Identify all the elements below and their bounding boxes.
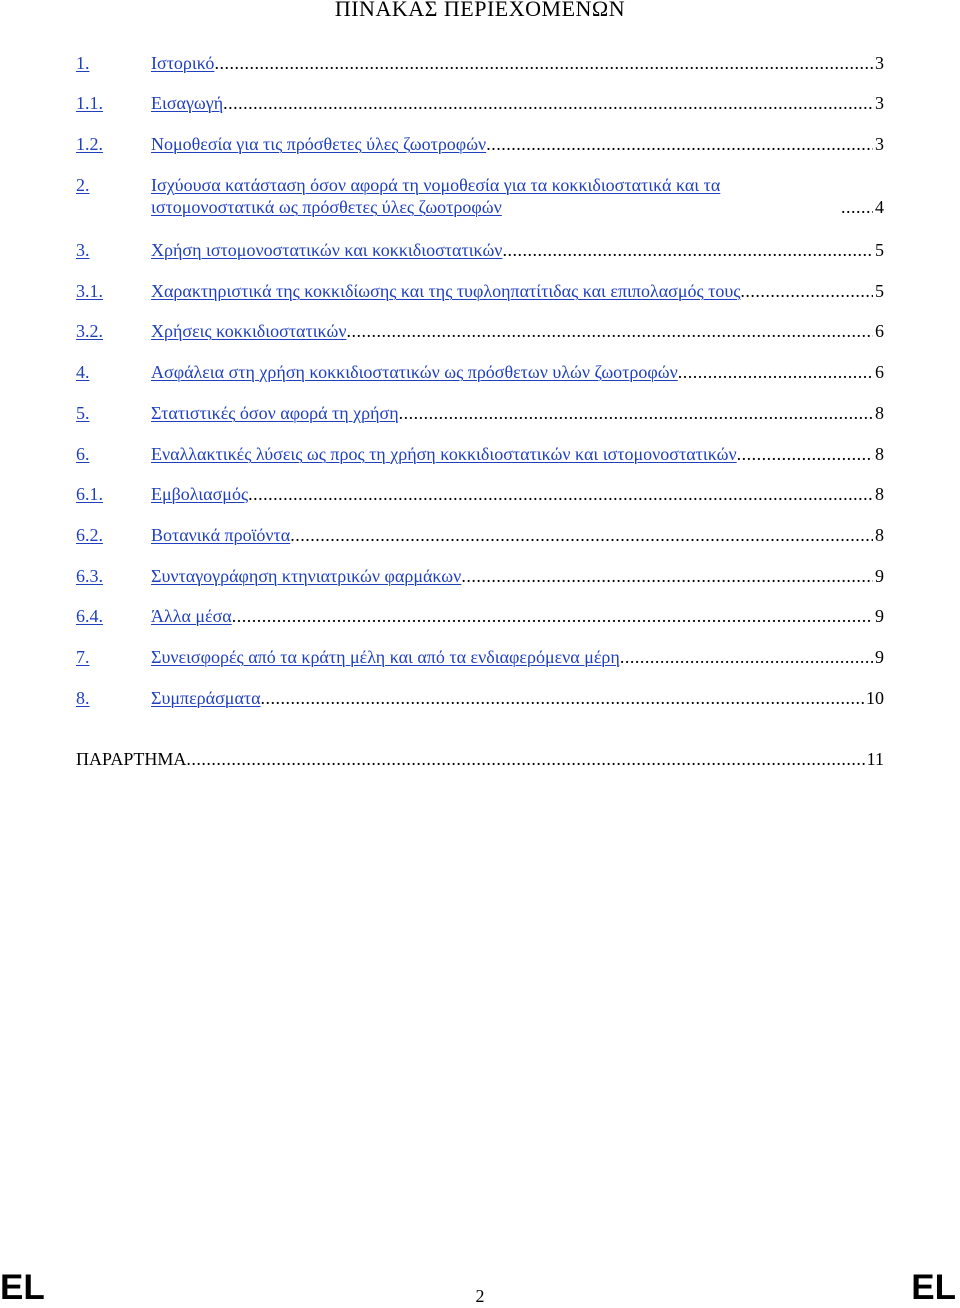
toc-entry-number[interactable]: 6.4. xyxy=(76,606,103,626)
toc-entry-number[interactable]: 1. xyxy=(76,53,90,73)
toc-dot-leader xyxy=(740,280,873,302)
toc-page-number: 6 xyxy=(875,321,884,341)
toc-dot-leader xyxy=(223,92,873,114)
toc-entry-number[interactable]: 6.3. xyxy=(76,566,103,586)
toc-entry-1-1[interactable] xyxy=(76,92,884,114)
toc-entry-number[interactable]: 6.2. xyxy=(76,525,103,545)
toc-dot-leader xyxy=(678,361,873,383)
toc-entry-number[interactable]: 4. xyxy=(76,362,90,382)
toc-entry-number[interactable]: 6. xyxy=(76,444,90,464)
toc-entry-title[interactable]: Ισχύουσα κατάσταση όσον αφορά τη νομοθεσία για τα κοκκιδιοστατικά και τα ιστομονοστατικά ως πρόσθετες ύλες ζωοτροφών xyxy=(151,175,721,217)
toc-entry-8[interactable] xyxy=(76,687,884,709)
toc-page-number: 10 xyxy=(866,688,884,708)
toc-dot-leader xyxy=(186,748,864,770)
toc-page-number: 8 xyxy=(875,484,884,504)
toc-dot-leader xyxy=(461,565,873,587)
toc-entry-number[interactable]: 8. xyxy=(76,688,90,708)
toc-page-number: 3 xyxy=(875,53,884,73)
toc-page-number: 3 xyxy=(875,134,884,154)
toc-entry-number[interactable]: 2. xyxy=(76,175,90,195)
toc-entry-6-1[interactable] xyxy=(76,483,884,505)
toc-entry-title[interactable]: Χαρακτηριστικά της κοκκιδίωσης και της τυφλοηπατίτιδας και επιπολασμός τους xyxy=(151,281,741,301)
toc-dot-leader xyxy=(232,605,873,627)
toc-page-number: 9 xyxy=(875,647,884,667)
toc-page-number: 5 xyxy=(875,240,884,260)
toc-entry-title[interactable]: Ιστορικό xyxy=(151,53,215,73)
toc-entry-6-3[interactable] xyxy=(76,565,884,587)
toc-entry-3[interactable] xyxy=(76,239,884,261)
appendix-label[interactable]: ΠΑΡΑΡΤΗΜΑ xyxy=(76,749,187,769)
toc-page-number: 8 xyxy=(875,444,884,464)
toc-entry-1-2[interactable] xyxy=(76,133,884,155)
toc-entry-title[interactable]: Εισαγωγή xyxy=(151,93,224,113)
toc-entry-title[interactable]: Συνταγογράφηση κτηνιατρικών φαρμάκων xyxy=(151,566,462,586)
toc-entry-title[interactable]: Άλλα μέσα xyxy=(151,606,232,626)
toc-dot-leader xyxy=(502,239,873,261)
toc-entry-title[interactable]: Ασφάλεια στη χρήση κοκκιδιοστατικών ως πρόσθετων υλών ζωοτροφών xyxy=(151,362,678,382)
toc-entry-number[interactable]: 3.2. xyxy=(76,321,103,341)
toc-dot-leader xyxy=(214,52,873,74)
toc-page-number: 5 xyxy=(875,281,884,301)
toc-entry-number[interactable]: 3. xyxy=(76,240,90,260)
toc-dot-leader xyxy=(841,196,873,218)
toc-page-number: 6 xyxy=(875,362,884,382)
toc-entry-number[interactable]: 1.2. xyxy=(76,134,103,154)
toc-entry-3-1[interactable] xyxy=(76,280,884,302)
footer-language-right: EL xyxy=(911,1268,956,1307)
toc-entry-title[interactable]: Νομοθεσία για τις πρόσθετες ύλες ζωοτροφών xyxy=(151,134,487,154)
toc-entry-number[interactable]: 5. xyxy=(76,403,90,423)
toc-dot-leader xyxy=(399,402,873,424)
toc-entry-6-4[interactable] xyxy=(76,605,884,627)
toc-page-number: 9 xyxy=(875,566,884,586)
toc-dot-leader xyxy=(346,320,873,342)
footer-page-number: 2 xyxy=(475,1286,485,1306)
toc-entry-5[interactable] xyxy=(76,402,884,424)
toc-entry-title[interactable]: Εναλλακτικές λύσεις ως προς τη χρήση κοκκιδιοστατικών και ιστομονοστατικών xyxy=(151,444,737,464)
toc-entry-4[interactable] xyxy=(76,361,884,383)
toc-entry-6[interactable] xyxy=(76,443,884,465)
footer-language-left: EL xyxy=(0,1268,45,1307)
toc-page-number: 3 xyxy=(875,93,884,113)
toc-dot-leader xyxy=(737,443,873,465)
appendix-page-number: 11 xyxy=(866,749,884,769)
toc-page-number: 8 xyxy=(875,525,884,545)
toc-entry-title[interactable]: Συμπεράσματα xyxy=(151,688,261,708)
page-title: ΠΙΝΑΚΑΣ ΠΕΡΙΕΧΟΜΕΝΩΝ xyxy=(334,0,626,21)
toc-dot-leader xyxy=(261,687,864,709)
toc-page-number: 8 xyxy=(875,403,884,423)
toc-entry-7[interactable] xyxy=(76,646,884,668)
toc-entry-title[interactable]: Χρήσεις κοκκιδιοστατικών xyxy=(151,321,347,341)
toc-entry-6-2[interactable] xyxy=(76,524,884,546)
toc-page-number: 9 xyxy=(875,606,884,626)
toc-entry-number[interactable]: 3.1. xyxy=(76,281,103,301)
toc-entry-number[interactable]: 6.1. xyxy=(76,484,103,504)
toc-entry-2[interactable] xyxy=(76,174,884,218)
toc-entry-number[interactable]: 7. xyxy=(76,647,90,667)
toc-entry-appendix[interactable] xyxy=(76,748,884,770)
toc-entry-title[interactable]: Εμβολιασμός xyxy=(151,484,249,504)
toc-entry-1[interactable] xyxy=(76,52,884,74)
toc-entry-3-2[interactable] xyxy=(76,320,884,342)
toc-dot-leader xyxy=(290,524,873,546)
toc-dot-leader xyxy=(620,646,873,668)
toc-dot-leader xyxy=(248,483,873,505)
toc-entry-number[interactable]: 1.1. xyxy=(76,93,103,113)
toc-entry-title[interactable]: Χρήση ιστομονοστατικών και κοκκιδιοστατικών xyxy=(151,240,503,260)
toc-entry-title[interactable]: Συνεισφορές από τα κράτη μέλη και από τα ενδιαφερόμενα μέρη xyxy=(151,647,620,667)
toc-page-number: 4 xyxy=(875,197,884,217)
toc-dot-leader xyxy=(486,133,873,155)
toc-entry-title[interactable]: Βοτανικά προϊόντα xyxy=(151,525,291,545)
toc-entry-title[interactable]: Στατιστικές όσον αφορά τη χρήση xyxy=(151,403,399,423)
